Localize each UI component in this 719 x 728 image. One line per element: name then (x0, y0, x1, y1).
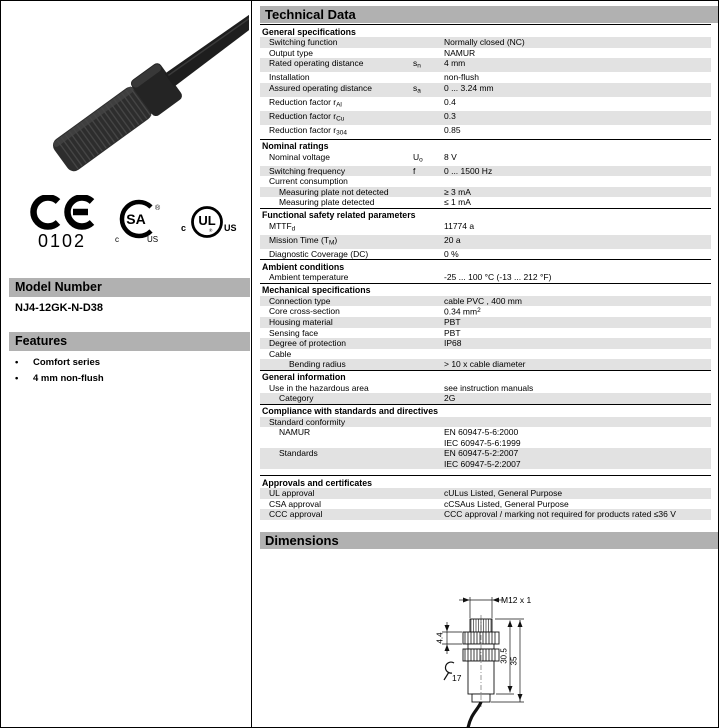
ul-c: c (181, 223, 187, 233)
spec-label: Nominal voltage (269, 151, 330, 162)
spec-symbol (413, 187, 444, 198)
spec-label: Measuring plate detected (279, 197, 375, 207)
spec-symbol (413, 383, 444, 394)
spec-value: IP68 (444, 338, 462, 348)
spec-row (260, 359, 711, 370)
product-photo (9, 3, 249, 186)
model-number-value: NJ4-12GK-N-D38 (15, 302, 104, 314)
spec-symbol (413, 328, 444, 339)
spec-value: NAMUR (444, 47, 476, 58)
spec-value: PBT (444, 317, 461, 327)
spec-symbol (413, 221, 444, 235)
spec-value (444, 176, 711, 187)
spec-symbol (413, 272, 444, 283)
spec-value: 8 V (444, 151, 457, 162)
spec-label: Switching function (269, 37, 338, 47)
section-header: General information (260, 370, 711, 383)
spec-symbol (413, 48, 444, 59)
spec-label: CCC approval (269, 509, 323, 519)
feature-item (15, 355, 245, 371)
csa-us: US (147, 235, 159, 244)
ul-reg: ® (209, 228, 213, 233)
spec-value: EN 60947-5-2:2007 IEC 60947-5-2:2007 (444, 448, 521, 469)
spec-row (260, 383, 711, 394)
spec-label: NAMUR (279, 427, 311, 437)
spec-label: Assured operating distance (269, 82, 373, 93)
bullet-icon: • (15, 373, 19, 384)
spec-row (260, 48, 711, 59)
section-header: Approvals and certificates (260, 475, 711, 488)
ce-mark-icon (29, 195, 109, 253)
spec-row (260, 37, 711, 48)
spec-row (260, 393, 711, 404)
spec-label: Core cross-section (269, 306, 340, 316)
thread-label: M12 x 1 (501, 595, 532, 605)
spec-symbol: f (413, 165, 416, 176)
spec-value: ≥ 3 mA (444, 186, 471, 197)
spec-label: Installation (269, 72, 310, 82)
spec-value: PBT (444, 327, 461, 338)
feature-text: Comfort series (33, 357, 101, 368)
thread-dimension (459, 597, 503, 618)
spec-row (260, 448, 711, 469)
spec-row (260, 235, 711, 249)
spec-label: Ambient temperature (269, 272, 349, 282)
spec-row (260, 83, 711, 97)
csa-letters: SA (126, 211, 146, 227)
spec-row (260, 488, 711, 499)
spec-value: -25 ... 100 °C (-13 ... 212 °F) (444, 272, 552, 282)
spec-symbol (413, 488, 444, 499)
feature-text: 4 mm non-flush (33, 373, 104, 384)
spec-symbol (413, 72, 444, 83)
spec-value: 0.3 (444, 110, 456, 121)
technical-sections (260, 24, 718, 520)
spec-label: Degree of protection (269, 338, 347, 348)
spec-label: Bending radius (289, 359, 346, 369)
model-number-header: Model Number (9, 278, 250, 297)
feature-item (15, 371, 245, 387)
spec-label: Category (279, 393, 314, 403)
csa-c: c (115, 235, 119, 244)
section-header: Functional safety related parameters (260, 208, 711, 221)
features-list (15, 355, 245, 387)
csa-reg: ® (155, 205, 161, 212)
spec-symbol (413, 349, 444, 360)
spec-row (260, 58, 711, 72)
section-header: Mechanical specifications (260, 283, 711, 296)
spec-value: non-flush (444, 72, 479, 82)
spec-symbol: $U_o$ (413, 151, 423, 163)
spec-label: Cable (269, 348, 292, 359)
spec-label: UL approval (269, 488, 315, 498)
spec-row (260, 306, 711, 317)
spec-row (260, 338, 711, 349)
spec-value: 0.34 $mm^2$ (444, 306, 481, 317)
technical-data-header: Technical Data (260, 6, 718, 23)
spec-value (444, 349, 711, 360)
section-header: Ambient conditions (260, 259, 711, 272)
spec-symbol (413, 249, 444, 260)
ul-us: US (224, 223, 237, 233)
spec-label: Sensing face (269, 327, 319, 338)
spec-symbol (413, 97, 444, 111)
spec-symbol: $s_a$ (413, 82, 421, 94)
spec-symbol (413, 448, 444, 469)
spec-symbol (413, 296, 444, 307)
bullet-icon: • (15, 357, 19, 368)
spec-value: 0 % (444, 248, 459, 259)
section-header: Nominal ratings (260, 139, 711, 152)
spec-value: > 10 x cable diameter (444, 359, 526, 369)
section-header: General specifications (260, 24, 711, 37)
spec-row (260, 328, 711, 339)
spec-label: Standard conformity (269, 416, 346, 427)
cable-line (468, 702, 481, 728)
ul-letters: UL (198, 213, 216, 228)
nut-thickness-dimension (442, 622, 462, 654)
spec-row (260, 417, 711, 428)
spec-row (260, 176, 711, 187)
spec-value: cCSAus Listed, General Purpose (444, 498, 569, 509)
spec-label: Current consumption (269, 176, 348, 186)
ul-mark-icon (177, 203, 239, 243)
spec-row (260, 221, 711, 235)
spec-symbol (413, 197, 444, 208)
spec-value: Normally closed (NC) (444, 37, 525, 47)
spec-row (260, 427, 711, 448)
spec-row (260, 187, 711, 198)
spec-value: 20 a (444, 234, 461, 245)
spec-row (260, 317, 711, 328)
spec-value (444, 417, 711, 428)
spec-label: Diagnostic Coverage (DC) (269, 248, 369, 259)
spec-row (260, 166, 711, 177)
spec-label: CSA approval (269, 498, 321, 509)
wrench-size-label: 17 (452, 673, 462, 683)
spec-value: 2G (444, 393, 456, 403)
section-header: Compliance with standards and directives (260, 404, 711, 417)
spec-row (260, 152, 711, 166)
spec-symbol (413, 306, 444, 317)
spec-value: 11774 a (444, 220, 475, 231)
spec-row (260, 296, 711, 307)
spec-label: Connection type (269, 295, 331, 306)
spec-label: Measuring plate not detected (279, 186, 389, 197)
spec-value: EN 60947-5-6:2000 IEC 60947-5-6:1999 (444, 427, 521, 448)
dimensions-header: Dimensions (260, 532, 718, 549)
spec-label: Rated operating distance (269, 58, 364, 68)
spec-value: ≤ 1 mA (444, 197, 471, 207)
spec-symbol (413, 111, 444, 125)
spec-label: Output type (269, 47, 313, 58)
spec-label: Housing material (269, 317, 333, 327)
spec-row (260, 125, 711, 139)
spec-label: Mission Time $(T_M)$ (269, 234, 338, 246)
nut-thickness-label: 4.4 (435, 632, 445, 644)
spec-label: $MTTF_d$ (269, 220, 296, 232)
spec-symbol (413, 417, 444, 428)
spec-value: cULus Listed, General Purpose (444, 488, 563, 498)
spec-symbol (413, 125, 444, 139)
spec-symbol (413, 499, 444, 510)
spec-value: 0 ... 1500 Hz (444, 165, 493, 176)
spec-symbol (413, 359, 444, 370)
spec-symbol (413, 317, 444, 328)
spec-symbol: $s_n$ (413, 58, 421, 70)
spec-value: 0.85 (444, 124, 461, 135)
ce-code: 0102 (38, 231, 87, 251)
column-divider (251, 1, 252, 727)
spec-symbol (413, 427, 444, 448)
spec-label: Reduction factor $r_{304}$ (269, 124, 347, 136)
spec-row (260, 111, 711, 125)
spec-value: 4 mm (444, 58, 466, 68)
spec-value: cable PVC , 400 mm (444, 295, 522, 306)
spec-label: Reduction factor $r_{Al}$ (269, 96, 342, 108)
spec-row (260, 97, 711, 111)
spec-row (260, 197, 711, 208)
dimension-drawing (421, 576, 719, 728)
spec-label: Switching frequency (269, 165, 346, 176)
spec-symbol (413, 37, 444, 48)
spec-row (260, 272, 711, 283)
features-header: Features (9, 332, 250, 351)
spec-symbol (413, 393, 444, 404)
spec-label: Reduction factor $r_{Cu}$ (269, 110, 345, 122)
spec-symbol (413, 338, 444, 349)
spec-symbol (413, 509, 444, 520)
spec-value: CCC approval / marking not required for products rated ≤36 V (444, 509, 676, 519)
sensor-body (50, 84, 155, 175)
spec-value: 0.4 (444, 96, 456, 107)
spec-row (260, 72, 711, 83)
spec-row (260, 509, 711, 520)
spec-value: 0 ... 3.24 mm (444, 82, 494, 93)
spec-label: Use in the hazardous area (269, 382, 369, 393)
spec-row (260, 499, 711, 510)
spec-value: see instruction manuals (444, 382, 534, 393)
spec-label: Standards (279, 448, 318, 458)
spec-symbol (413, 235, 444, 249)
spec-symbol (413, 176, 444, 187)
spec-row (260, 249, 711, 260)
outer-length-label: 35 (509, 656, 519, 666)
csa-mark-icon (109, 197, 167, 249)
inner-length-label: 30.5 (499, 648, 509, 664)
spec-row (260, 349, 711, 360)
